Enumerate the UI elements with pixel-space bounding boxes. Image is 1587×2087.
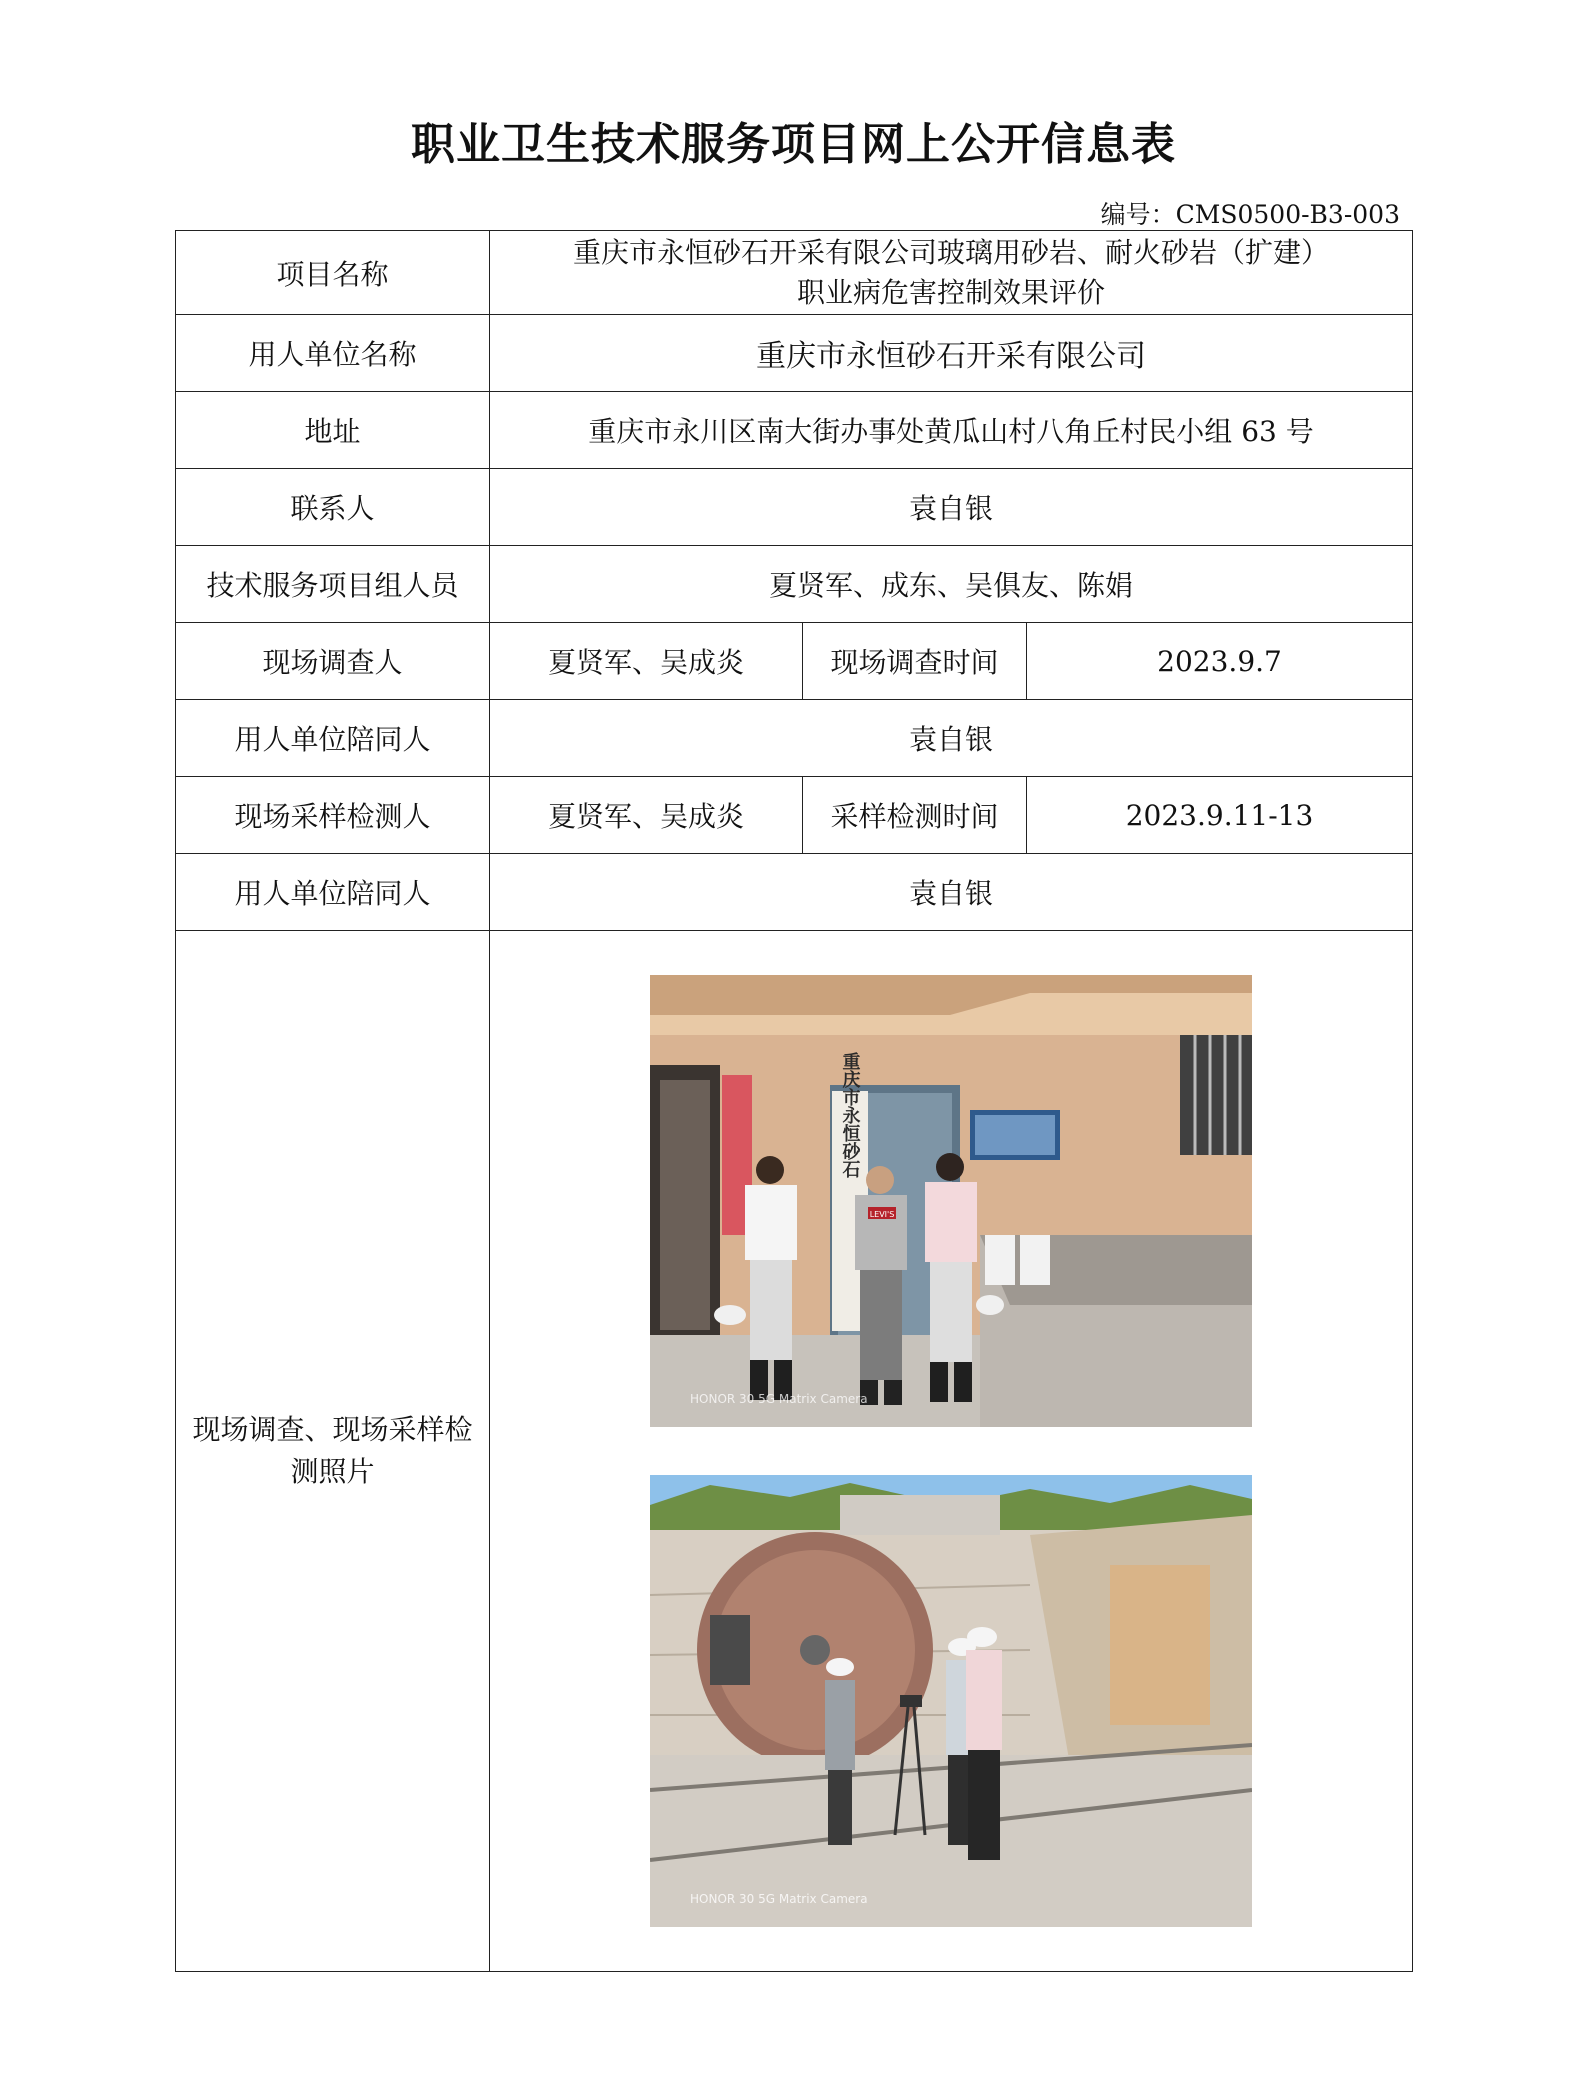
row-team <box>176 546 1413 623</box>
value-contact: 袁自银 <box>490 469 1413 546</box>
photo1-watermark: HONOR 30 5G Matrix Camera <box>690 1392 868 1406</box>
label-photos: 现场调查、现场采样检测照片 <box>176 931 490 1972</box>
label-survey: 现场调查人 <box>176 623 490 700</box>
photo2-watermark: HONOR 30 5G Matrix Camera <box>690 1892 868 1906</box>
label-survey-time: 现场调查时间 <box>803 623 1027 700</box>
value-sampling-time: 2023.9.11-13 <box>1027 777 1413 854</box>
photo1-shirt-text: LEVI'S <box>869 1210 895 1219</box>
value-sampling-escort: 袁自银 <box>490 854 1413 931</box>
value-team: 夏贤军、成东、吴俱友、陈娟 <box>490 546 1413 623</box>
info-table <box>175 230 1413 1972</box>
label-team: 技术服务项目组人员 <box>176 546 490 623</box>
page-title: 职业卫生技术服务项目网上公开信息表 <box>411 119 1176 170</box>
photo1-sign-text: 重庆市永恒砂石 <box>839 1052 861 1178</box>
value-photos <box>490 931 1413 1972</box>
label-sampling-time: 采样检测时间 <box>803 777 1027 854</box>
document-number: 编号：CMS0500-B3-003 <box>1100 200 1400 229</box>
label-address: 地址 <box>176 392 490 469</box>
row-survey-escort <box>176 700 1413 777</box>
value-survey: 夏贤军、吴成炎 <box>490 623 803 700</box>
value-survey-time: 2023.9.7 <box>1027 623 1413 700</box>
value-employer-name: 重庆市永恒砂石开采有限公司 <box>490 315 1413 392</box>
photo-site-sampling <box>650 1475 1252 1927</box>
value-address: 重庆市永川区南大街办事处黄瓜山村八角丘村民小组 63 号 <box>490 392 1413 469</box>
row-project-name <box>176 231 1413 315</box>
label-sampling: 现场采样检测人 <box>176 777 490 854</box>
value-sampling: 夏贤军、吴成炎 <box>490 777 803 854</box>
row-sampling-escort <box>176 854 1413 931</box>
row-sampling <box>176 777 1413 854</box>
row-address <box>176 392 1413 469</box>
label-sampling-escort: 用人单位陪同人 <box>176 854 490 931</box>
photo-site-survey <box>650 975 1252 1427</box>
label-employer-name: 用人单位名称 <box>176 315 490 392</box>
label-project-name: 项目名称 <box>176 231 490 315</box>
row-photos <box>176 931 1413 1972</box>
label-survey-escort: 用人单位陪同人 <box>176 700 490 777</box>
row-employer-name <box>176 315 1413 392</box>
value-survey-escort: 袁自银 <box>490 700 1413 777</box>
row-survey <box>176 623 1413 700</box>
project-name-line1: 重庆市永恒砂石开采有限公司玻璃用砂岩、耐火砂岩（扩建） <box>573 235 1330 269</box>
label-contact: 联系人 <box>176 469 490 546</box>
row-contact <box>176 469 1413 546</box>
project-name-line2: 职业病危害控制效果评价 <box>797 275 1106 309</box>
value-project-name <box>490 231 1413 315</box>
